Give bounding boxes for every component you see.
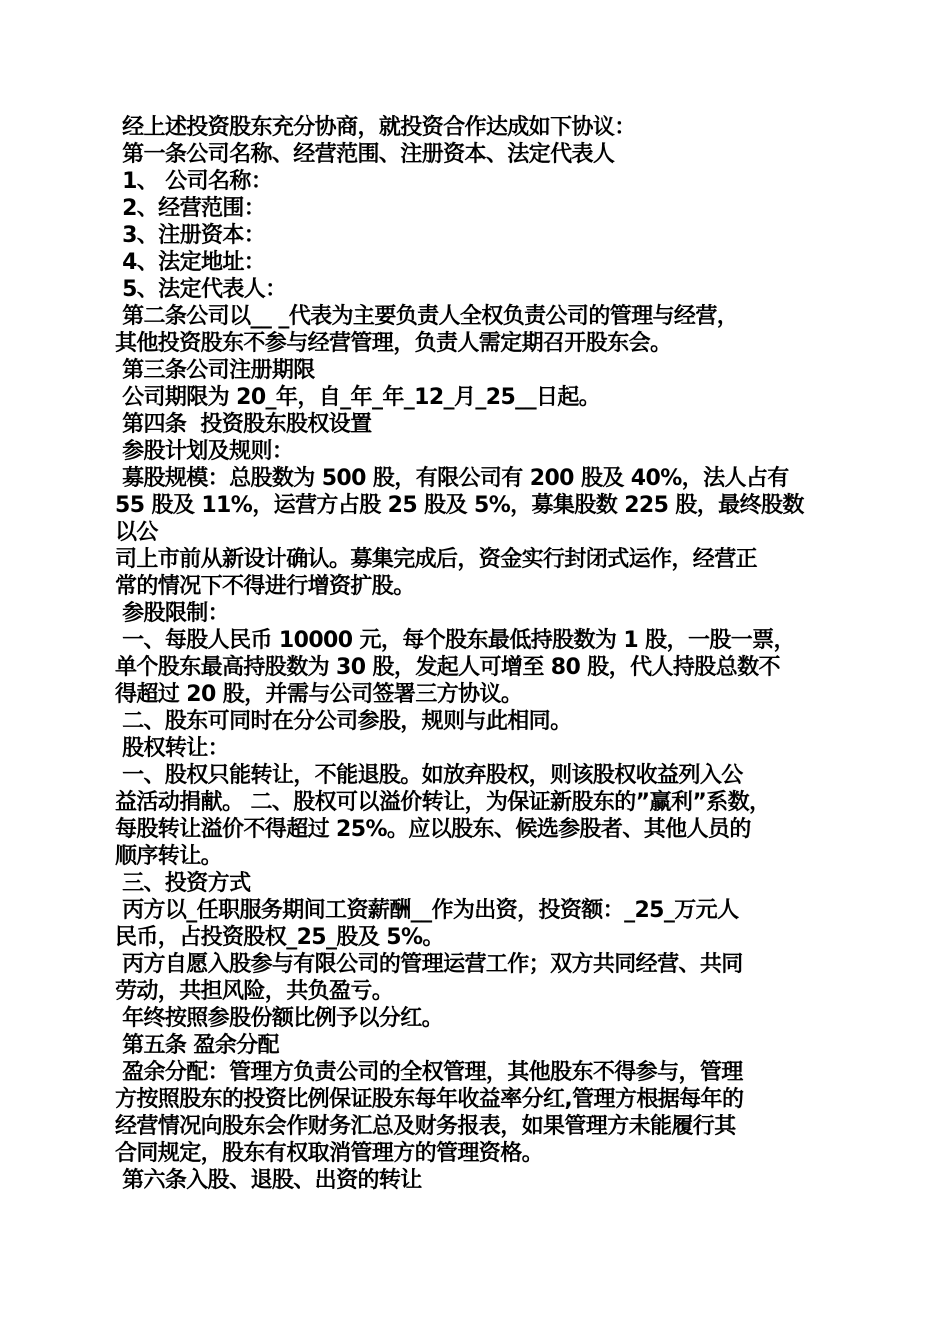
text-line: 参股计划及规则： (115, 439, 294, 464)
text-line: 民币，占投资股权_25_股及 5%。 (115, 925, 444, 950)
section-heading: 第五条 盈余分配 (115, 1033, 279, 1058)
text-line: 益活动捐献。 二、股权可以溢价转让，为保证新股东的”赢利”系数， (115, 790, 771, 815)
text-line: 一、每股人民币 10000 元，每个股东最低持股数为 1 股，一股一票， (115, 628, 795, 653)
text-line: 丙方自愿入股参与有限公司的管理运营工作；双方共同经营、共同 (115, 952, 743, 977)
text-line: 股权转让： (115, 736, 230, 761)
text-line: 二、股东可同时在分公司参股，规则与此相同。 (115, 709, 572, 734)
text-line: 募股规模：总股数为 500 股，有限公司有 200 股及 40%，法人占有 (115, 466, 789, 491)
text-line: 1、 公司名称： (115, 169, 273, 194)
text-line: 年终按照参股份额比例予以分红。 (115, 1006, 444, 1031)
text-line: 以公 (115, 520, 158, 545)
text-line: 单个股东最高持股数为 30 股，发起人可增至 80 股，代人持股总数不 (115, 655, 780, 680)
text-line: 盈余分配：管理方负责公司的全权管理，其他股东不得参与，管理 (115, 1060, 743, 1085)
text-line: 得超过 20 股，并需与公司签署三方协议。 (115, 682, 523, 707)
text-line: 丙方以_任职服务期间工资薪酬__作为出资，投资额：_25_万元人 (115, 898, 739, 923)
text-line: 4、法定地址： (115, 250, 266, 275)
text-line: 2、经营范围： (115, 196, 266, 221)
text-line: 经上述投资股东充分协商，就投资合作达成如下协议： (115, 115, 636, 140)
section-heading: 第六条入股、退股、出资的转让 (115, 1168, 422, 1193)
text-line: 55 股及 11%，运营方占股 25 股及 5%，募集股数 225 股，最终股数 (115, 493, 804, 518)
text-line: 一、股权只能转让，不能退股。如放弃股权，则该股权收益列入公 (115, 763, 743, 788)
section-heading: 第一条公司名称、经营范围、注册资本、法定代表人 (115, 142, 615, 167)
text-line: 3、注册资本： (115, 223, 266, 248)
text-line: 劳动，共担风险，共负盈亏。 (115, 979, 394, 1004)
section-heading: 第三条公司注册期限 (115, 358, 315, 383)
text-line: 经营情况向股东会作财务汇总及财务报表，如果管理方未能履行其 (115, 1114, 736, 1139)
text-line: 常的情况下不得进行增资扩股。 (115, 574, 415, 599)
text-line: 其他投资股东不参与经营管理，负责人需定期召开股东会。 (115, 331, 672, 356)
text-line: 司上市前从新设计确认。募集完成后，资金实行封闭式运作，经营正 (115, 547, 758, 572)
section-heading: 第二条公司以__ _代表为主要负责人全权负责公司的管理与经营， (115, 304, 739, 329)
section-heading: 第四条 投资股东股权设置 (115, 412, 372, 437)
section-heading: 三、投资方式 (115, 871, 251, 896)
text-line: 合同规定，股东有权取消管理方的管理资格。 (115, 1141, 544, 1166)
text-line: 每股转让溢价不得超过 25%。应以股东、候选参股者、其他人员的 (115, 817, 751, 842)
text-line: 方按照股东的投资比例保证股东每年收益率分红,管理方根据每年的 (115, 1087, 744, 1112)
text-line: 公司期限为 20_年，自_年_年_12_月_25__日起。 (115, 385, 601, 410)
text-line: 顺序转让。 (115, 844, 223, 869)
text-line: 5、法定代表人： (115, 277, 287, 302)
document-body (115, 114, 835, 1194)
text-line: 参股限制： (115, 601, 230, 626)
